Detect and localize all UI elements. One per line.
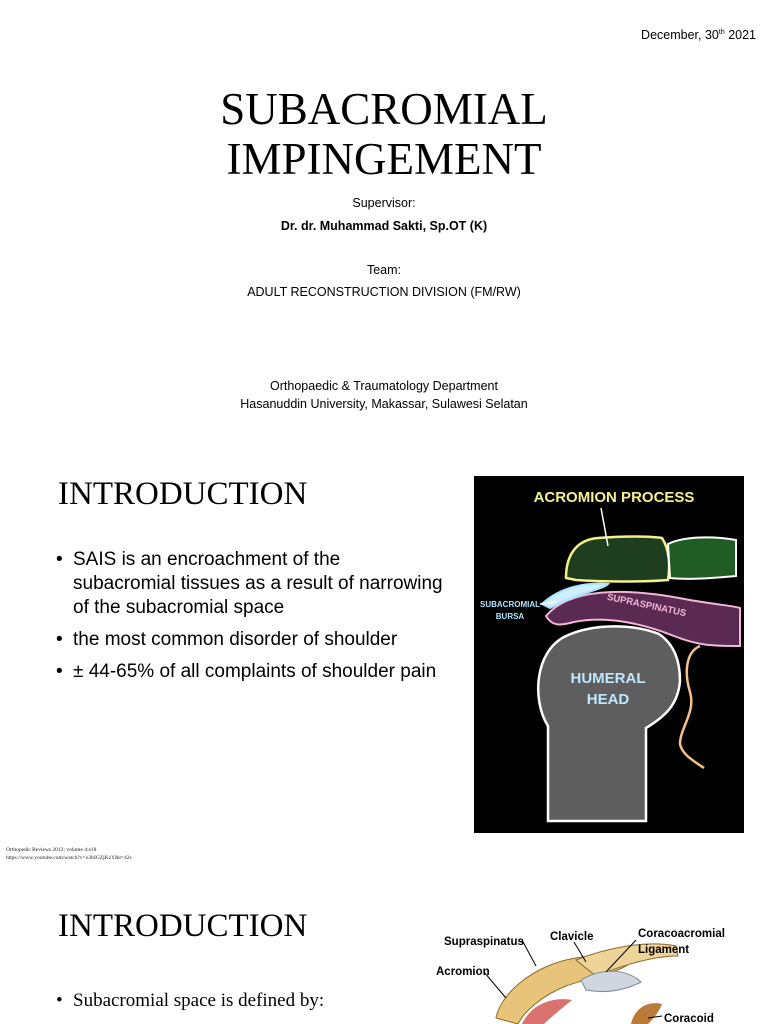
coracoid-label: Coracoid: [664, 1013, 714, 1024]
bursa-label-line-2: BURSA: [495, 612, 525, 621]
slide-heading: INTRODUCTION: [58, 476, 308, 512]
ligament-label: Ligament: [638, 944, 690, 956]
bullet-list: [56, 548, 446, 692]
bullet-list: [56, 990, 416, 1020]
bullet-item: • Subacromial space is defined by:: [56, 990, 325, 1011]
coracoid-bone-shape: [631, 1003, 662, 1024]
clavicle-shape: [668, 537, 736, 578]
reference-video-link: https://www.youtube.com/watch?v=o3bIGZjKzY&t=42s: [6, 855, 132, 861]
bullet-item: • SAIS is an encroachment of the subacromial tissues as a result of narrowing of the subacromial space: [56, 549, 443, 618]
supervisor-name: Dr. dr. Muhammad Sakti, Sp.OT (K): [280, 219, 488, 233]
pointer-line: [522, 940, 536, 966]
university-name: Hasanuddin University, Makassar, Sulawesi Selatan: [240, 397, 528, 411]
supervisor-label: Supervisor:: [352, 196, 416, 210]
reference-journal: Orthopedic Reviews 2012; volume 4:e18: [6, 847, 97, 853]
department-name: Orthopaedic & Traumatology Department: [270, 379, 498, 393]
shoulder-anatomy-svg: [474, 476, 744, 833]
supraspinatus-label: Supraspinatus: [444, 936, 524, 948]
bullet-item: • ± 44-65% of all complaints of shoulder pain: [56, 661, 437, 682]
clavicle-label: Clavicle: [550, 931, 594, 943]
references: [6, 846, 132, 862]
humeral-head-shape: [538, 626, 680, 821]
title-slide: [0, 0, 768, 440]
acromion-shape: [566, 537, 669, 582]
acromion-label: Acromion: [436, 966, 490, 978]
humeral-label-line-1: HUMERAL: [570, 670, 646, 687]
title-line-1: SUBACROMIAL: [220, 84, 548, 134]
acromion-process-label: ACROMION PROCESS: [533, 489, 695, 506]
shoulder-anatomy-svg-2: [426, 920, 746, 1024]
title-line-2: IMPINGEMENT: [226, 134, 542, 184]
shoulder-anatomy-diagram-2: [426, 920, 746, 1024]
subacromial-label-line-1: SUBACROMIAL: [480, 600, 540, 609]
supraspinatus-label: SUPRASPINATUS: [605, 591, 688, 620]
date-label: December, 30th 2021: [641, 28, 756, 42]
ligament-line: [680, 646, 704, 768]
slide-heading: INTRODUCTION: [58, 908, 308, 944]
team-name: ADULT RECONSTRUCTION DIVISION (FM/RW): [247, 285, 521, 299]
head-label-line-2: HEAD: [586, 691, 630, 708]
bullet-item: • the most common disorder of shoulder: [56, 629, 398, 650]
introduction-slide-2: [0, 872, 768, 1024]
team-label: Team:: [366, 263, 402, 277]
introduction-slide: [0, 440, 768, 872]
presentation-title: [0, 84, 768, 184]
coracoacromial-label: Coracoacromial: [638, 928, 725, 940]
shoulder-anatomy-diagram: [474, 476, 744, 833]
